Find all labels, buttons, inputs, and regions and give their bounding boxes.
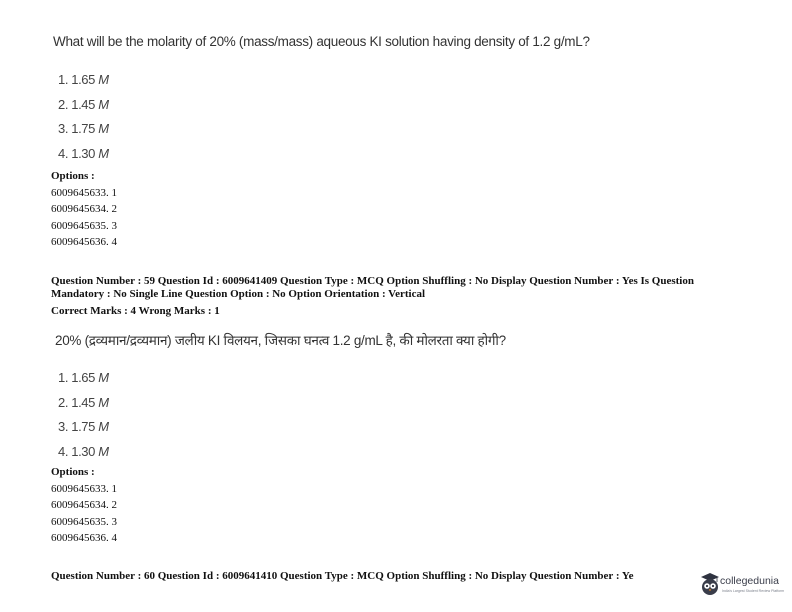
answer-option	[58, 415, 109, 440]
answer-option	[58, 142, 109, 167]
option-unit: M	[98, 145, 109, 161]
answer-option	[58, 93, 109, 118]
option-unit: M	[98, 121, 109, 136]
logo-tagline: India's Largest Student Review Platform	[722, 589, 785, 593]
answer-options-list	[58, 366, 109, 464]
question-metadata: Question Number : 60 Question Id : 6009641410 Question Type : MCQ Option Shuffling : No Display Question Number : Ye	[51, 570, 634, 582]
option-unit: M	[98, 370, 109, 385]
question-metadata: Question Number : 59 Question Id : 6009641409 Question Type : MCQ Option Shuffling : No Display Question Number : Yes Is Question Mandatory : No Single Line Question Option : No Option Orientation : Vertical	[51, 275, 694, 300]
option-id: 6009645633. 1	[51, 186, 117, 199]
option-value: 4. 1.30	[58, 443, 95, 459]
option-id: 6009645633. 1	[51, 482, 117, 495]
option-unit: M	[98, 443, 109, 459]
options-heading: Options :	[51, 170, 95, 182]
option-id: 6009645636. 4	[51, 236, 117, 248]
answer-option	[58, 117, 109, 142]
option-value: 3. 1.75	[58, 419, 95, 434]
option-value: 2. 1.45	[58, 96, 95, 112]
option-id: 6009645636. 4	[51, 532, 117, 544]
option-id: 6009645635. 3	[51, 219, 117, 232]
option-unit: M	[98, 96, 109, 112]
answer-options-list	[58, 68, 109, 166]
question-text-english: What will be the molarity of 20% (mass/mass) aqueous KI solution having density of 1.2 g/mL?	[53, 34, 590, 49]
collegedunia-logo	[696, 570, 792, 604]
answer-option	[58, 391, 109, 416]
graduate-owl-icon	[700, 572, 720, 598]
options-heading: Options :	[51, 466, 95, 478]
option-unit: M	[98, 419, 109, 434]
option-unit: M	[98, 394, 109, 410]
option-value: 1. 1.65	[58, 72, 95, 87]
answer-option	[58, 440, 109, 465]
option-unit: M	[98, 72, 109, 87]
option-ids-block	[51, 168, 117, 251]
option-id: 6009645634. 2	[51, 203, 117, 215]
option-ids-block	[51, 464, 117, 547]
option-value: 1. 1.65	[58, 370, 95, 385]
option-id: 6009645635. 3	[51, 515, 117, 528]
option-value: 3. 1.75	[58, 121, 95, 136]
option-value: 4. 1.30	[58, 145, 95, 161]
question-marks: Correct Marks : 4 Wrong Marks : 1	[51, 305, 220, 317]
logo-wordmark: collegedunia	[720, 575, 779, 587]
option-value: 2. 1.45	[58, 394, 95, 410]
answer-option	[58, 366, 109, 391]
question-text-hindi: 20% (द्रव्यमान/द्रव्यमान) जलीय KI विलयन, जिसका घनत्व 1.2 g/mL है, की मोलरता क्या होगी?	[55, 333, 506, 348]
option-id: 6009645634. 2	[51, 499, 117, 511]
answer-option	[58, 68, 109, 93]
